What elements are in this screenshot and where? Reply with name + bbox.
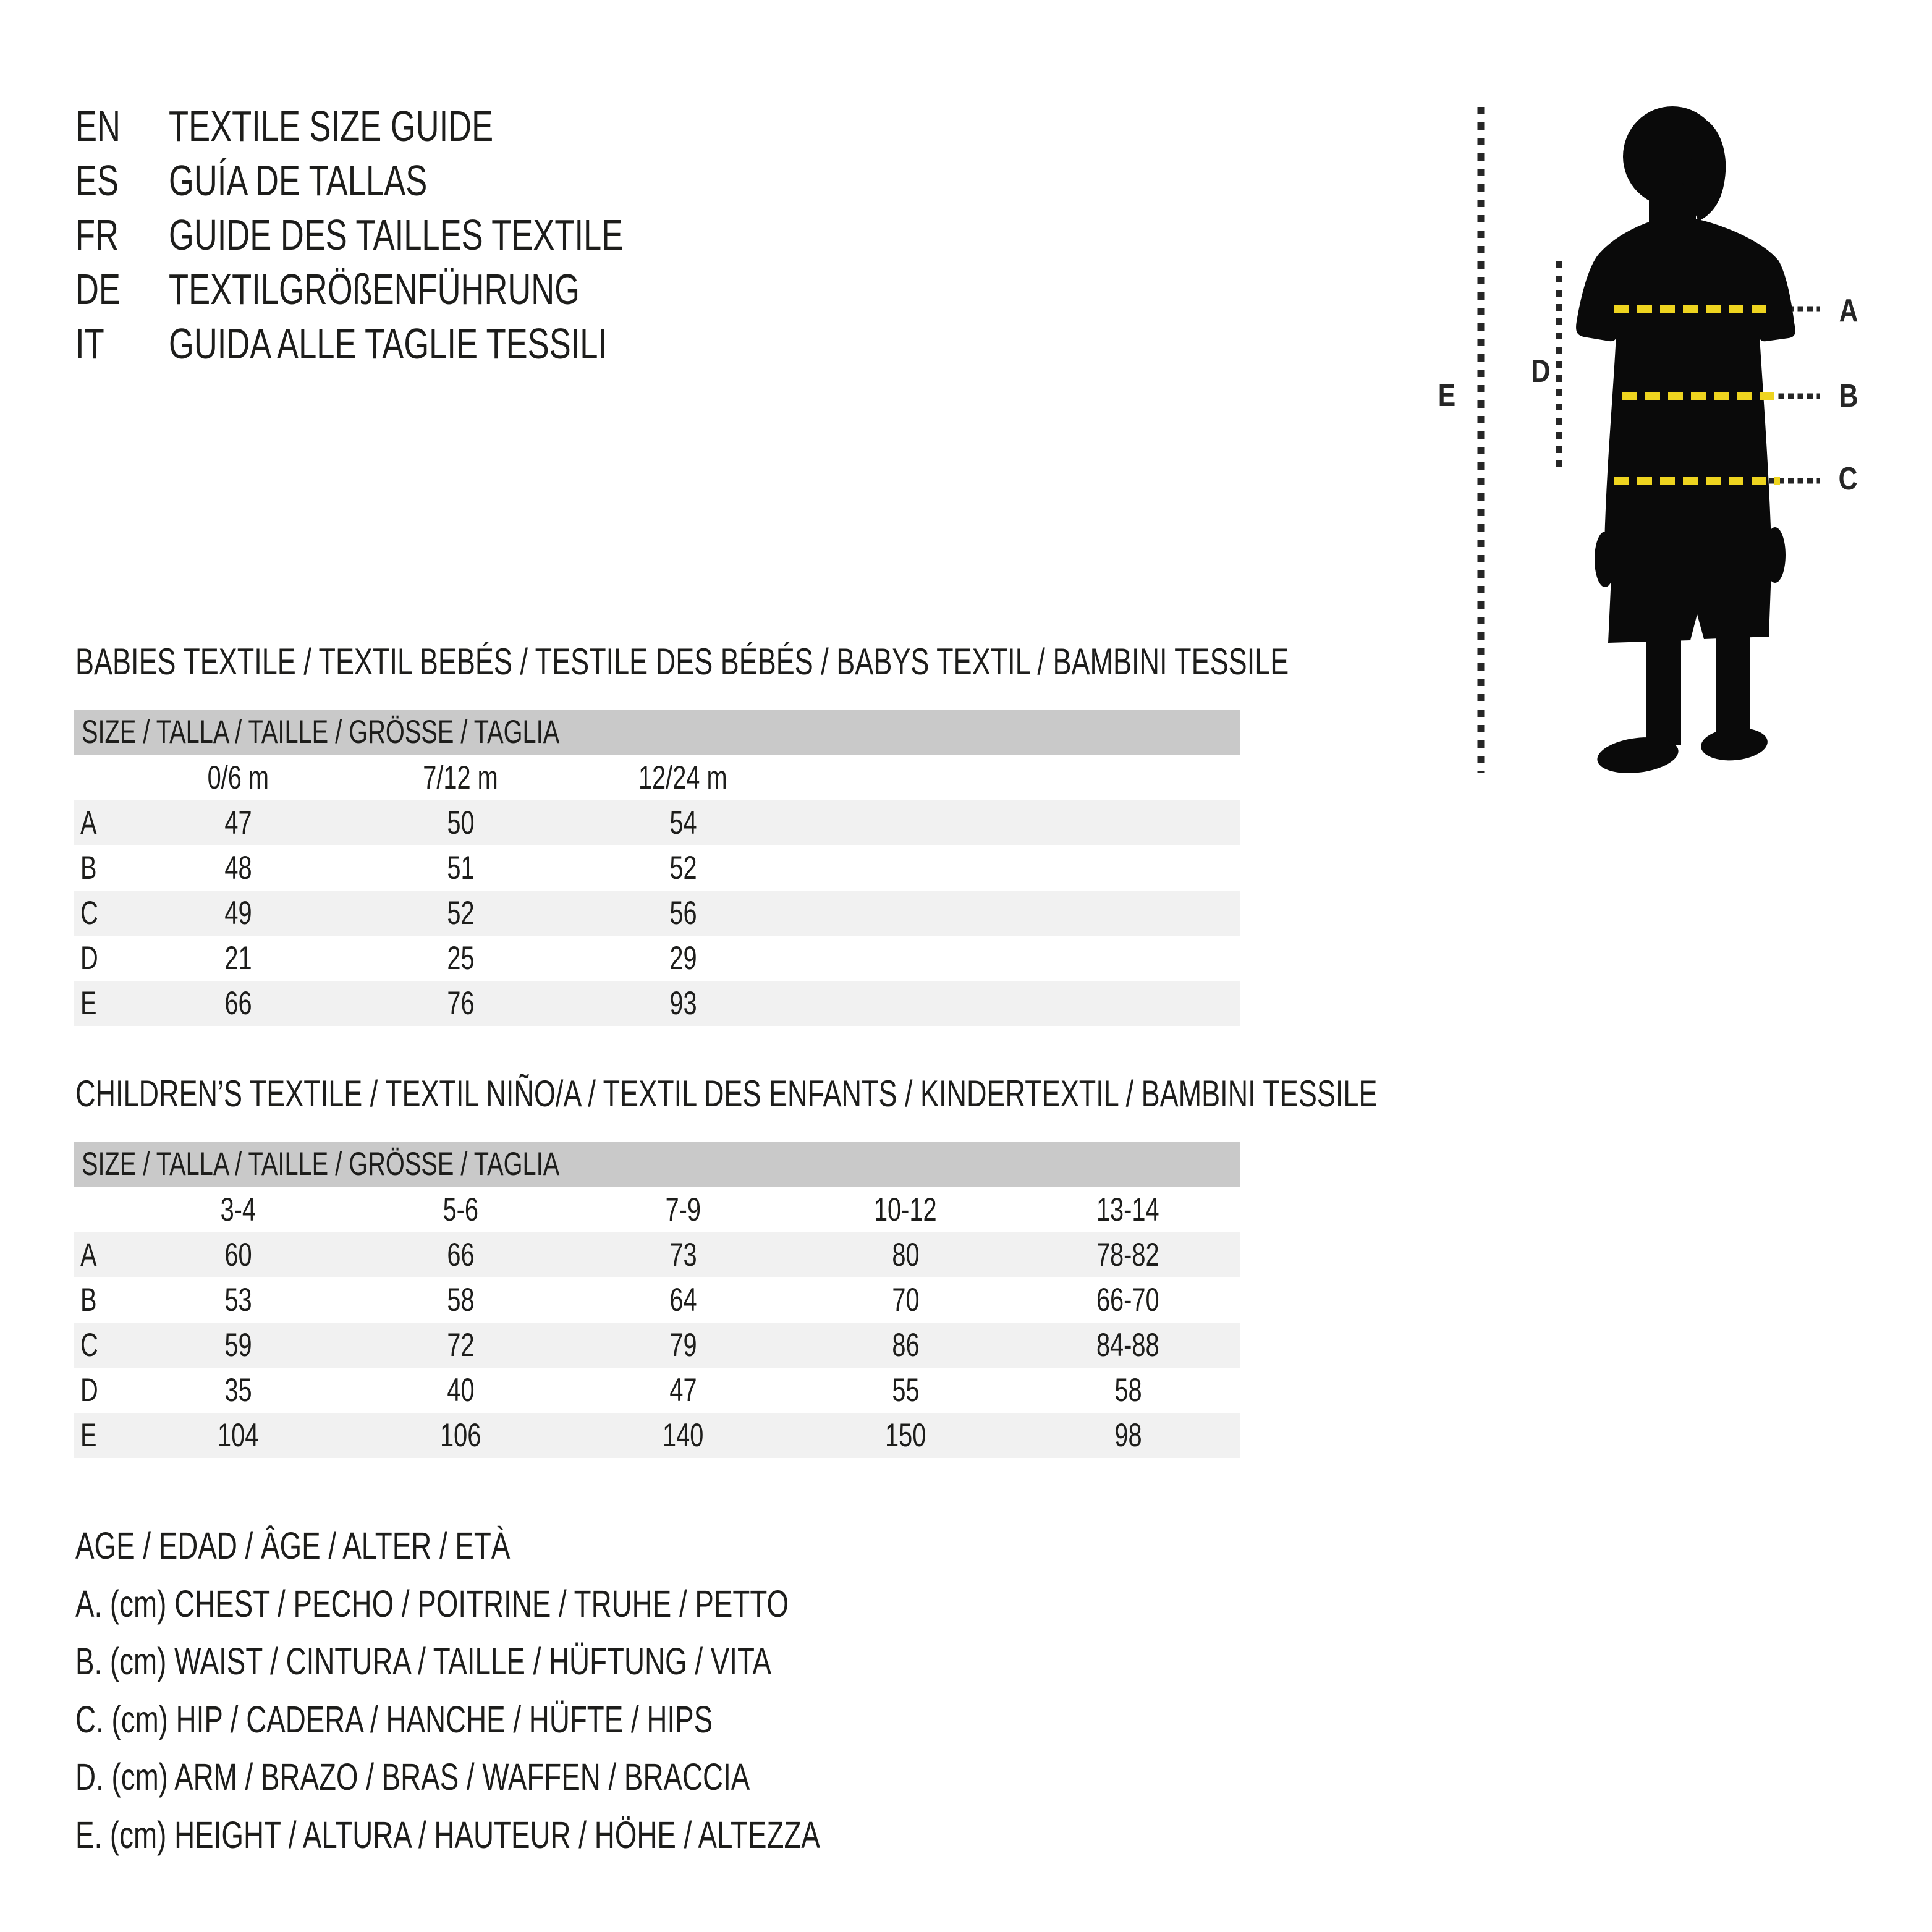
legend-line-arm: D. (cm) ARM / BRAZO / BRAS / WAFFEN / BRACCIA	[75, 1756, 750, 1798]
language-title: GUIDA ALLE TAGLIE TESSILI	[169, 320, 608, 368]
column-header: 0/6 m	[207, 759, 269, 796]
measure-label-b: B	[1839, 378, 1858, 414]
table-cell: 40	[446, 1372, 475, 1409]
table-cell: 58	[446, 1282, 475, 1318]
table-cell: 49	[224, 895, 252, 931]
table-cell: 29	[669, 940, 697, 977]
babies-column-header	[74, 755, 1240, 800]
table-row	[74, 845, 1240, 891]
language-row	[75, 316, 753, 371]
language-code	[75, 208, 169, 262]
table-cell: 72	[446, 1327, 475, 1363]
table-row	[74, 891, 1240, 936]
measure-label-d: D	[1531, 354, 1551, 389]
table-cell: 106	[439, 1417, 481, 1454]
column-header: 12/24 m	[638, 759, 727, 796]
row-label: C	[80, 895, 98, 931]
row-label: E	[80, 985, 97, 1022]
table-cell: 73	[669, 1237, 697, 1273]
table-cell: 79	[669, 1327, 697, 1363]
table-cell: 93	[669, 985, 697, 1022]
table-cell: 98	[1114, 1417, 1142, 1454]
column-header: 7/12 m	[423, 759, 498, 796]
table-row	[74, 1323, 1240, 1368]
table-cell: 104	[217, 1417, 259, 1454]
table-cell: 70	[891, 1282, 920, 1318]
table-row	[74, 1277, 1240, 1323]
legend-line-age: AGE / EDAD / ÂGE / ALTER / ETÀ	[75, 1525, 511, 1567]
table-cell: 80	[891, 1237, 920, 1273]
table-cell: 52	[446, 895, 475, 931]
language-code-text: EN	[75, 102, 121, 150]
table-cell: 140	[662, 1417, 704, 1454]
table-cell: 86	[891, 1327, 920, 1363]
table-cell: 66-70	[1096, 1282, 1159, 1318]
language-code	[75, 316, 169, 371]
language-code	[75, 99, 169, 153]
table-cell: 50	[446, 805, 475, 841]
table-cell: 78-82	[1096, 1237, 1159, 1273]
language-code-text: DE	[75, 265, 121, 313]
children-size-header	[74, 1142, 1240, 1187]
table-cell: 48	[224, 850, 252, 886]
table-cell: 64	[669, 1282, 697, 1318]
row-label: D	[80, 1372, 98, 1409]
language-row	[75, 153, 514, 208]
language-code-text: IT	[75, 320, 104, 368]
measure-label-a: A	[1839, 293, 1858, 329]
row-label: D	[80, 940, 98, 977]
table-cell: 47	[224, 805, 252, 841]
measure-label-c: C	[1838, 461, 1858, 497]
row-label: A	[80, 805, 97, 841]
language-code-text: FR	[75, 211, 119, 259]
language-title: GUÍA DE TALLAS	[169, 156, 428, 205]
silhouette-leg-right	[1716, 637, 1750, 734]
table-cell: 58	[1114, 1372, 1142, 1409]
column-header: 7-9	[665, 1191, 701, 1228]
table-cell: 76	[446, 985, 475, 1022]
legend-line-height: E. (cm) HEIGHT / ALTURA / HAUTEUR / HÖHE / ALTEZZA	[75, 1814, 820, 1856]
table-cell: 53	[224, 1282, 252, 1318]
legend-line-chest: A. (cm) CHEST / PECHO / POITRINE / TRUHE / PETTO	[75, 1583, 789, 1625]
table-cell: 60	[224, 1237, 252, 1273]
language-title: GUIDE DES TAILLES TEXTILE	[169, 211, 624, 259]
table-cell: 55	[891, 1372, 920, 1409]
table-row	[74, 936, 1240, 981]
language-code	[75, 153, 169, 208]
children-section-title	[75, 1074, 1811, 1114]
language-row	[75, 208, 774, 262]
children-size-header-text: SIZE / TALLA / TAILLE / GRÖSSE / TAGLIA	[82, 1146, 560, 1182]
table-row	[74, 1232, 1240, 1277]
column-header: 13-14	[1096, 1191, 1159, 1228]
table-cell: 150	[884, 1417, 926, 1454]
table-cell: 25	[446, 940, 475, 977]
language-code-text: ES	[75, 156, 119, 205]
table-cell: 52	[669, 850, 697, 886]
language-row	[75, 262, 717, 316]
silhouette-shorts	[1608, 536, 1773, 643]
table-cell: 47	[669, 1372, 697, 1409]
children-section-title-text: CHILDREN’S TEXTILE / TEXTIL NIÑO/A / TEXTIL DES ENFANTS / KINDERTEXTIL / BAMBINI TESSILE	[75, 1073, 1378, 1114]
legend-line-hip: C. (cm) HIP / CADERA / HANCHE / HÜFTE / HIPS	[75, 1698, 713, 1740]
babies-table	[74, 710, 1240, 1026]
row-label: B	[80, 1282, 97, 1318]
table-cell: 66	[446, 1237, 475, 1273]
table-row	[74, 981, 1240, 1026]
language-row	[75, 99, 601, 153]
table-cell: 35	[224, 1372, 252, 1409]
row-label: E	[80, 1417, 97, 1454]
table-cell: 66	[224, 985, 252, 1022]
table-cell: 84-88	[1096, 1327, 1159, 1363]
table-row	[74, 800, 1240, 845]
column-header: 3-4	[220, 1191, 256, 1228]
measure-label-e: E	[1438, 378, 1456, 413]
children-column-header	[74, 1187, 1240, 1232]
table-cell: 51	[446, 850, 475, 886]
row-label: A	[80, 1237, 97, 1273]
table-row	[74, 1413, 1240, 1458]
legend-line-waist: B. (cm) WAIST / CINTURA / TAILLE / HÜFTUNG / VITA	[75, 1640, 772, 1682]
row-label: C	[80, 1327, 98, 1363]
table-row	[74, 1368, 1240, 1413]
babies-section-title	[75, 642, 1693, 682]
babies-size-header	[74, 710, 1240, 755]
table-cell: 59	[224, 1327, 252, 1363]
table-cell: 21	[224, 940, 252, 977]
table-cell: 56	[669, 895, 697, 931]
language-code	[75, 262, 169, 316]
language-title: TEXTILE SIZE GUIDE	[169, 102, 494, 150]
language-title: TEXTILGRÖßENFÜHRUNG	[169, 265, 580, 313]
size-figure	[1421, 93, 1922, 791]
column-header: 10-12	[874, 1191, 937, 1228]
babies-section-title-text: BABIES TEXTILE / TEXTIL BEBÉS / TESTILE DES BÉBÉS / BABYS TEXTIL / BAMBINI TESSILE	[75, 641, 1289, 682]
column-header: 5-6	[443, 1191, 478, 1228]
babies-size-header-text: SIZE / TALLA / TAILLE / GRÖSSE / TAGLIA	[82, 714, 560, 750]
children-table	[74, 1142, 1240, 1458]
table-cell: 54	[669, 805, 697, 841]
row-label: B	[80, 850, 97, 886]
silhouette-shoe-right	[1700, 725, 1769, 763]
